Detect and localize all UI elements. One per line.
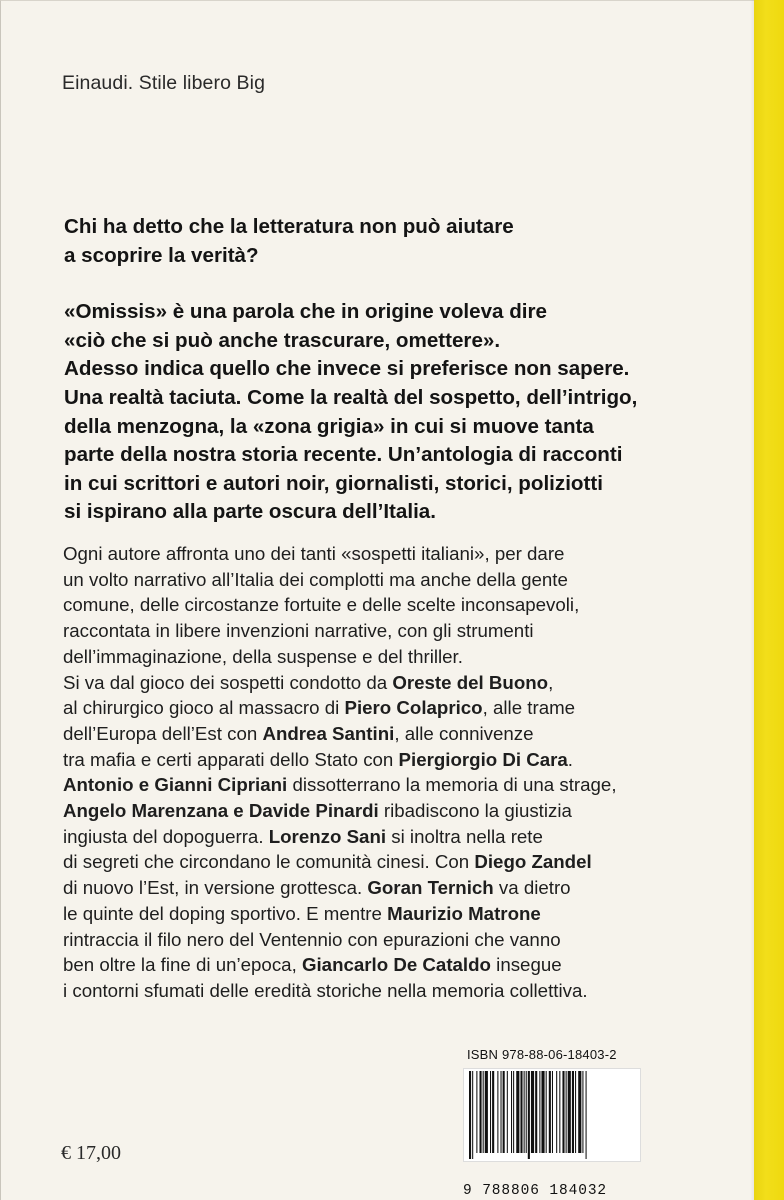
body-text-segment: raccontata in libere invenzioni narrative, con gli strumenti [63,620,534,642]
barcode-bar [526,1071,527,1153]
body-text-segment: . [567,748,573,770]
author-name: Diego Zandel [474,851,592,873]
body-text-segment: rintraccia il filo nero del Ventennio con epurazioni che vanno [63,928,561,950]
body-text-segment: i contorni sfumati delle eredità storiche nella memoria collettiva. [63,979,588,1001]
barcode [463,1068,641,1162]
body-line [63,541,723,567]
barcode-bar [501,1071,502,1153]
blurb-line: parte della nostra storia recente. Un’antologia di racconti [64,443,623,467]
body-text-segment: si inoltra nella rete [386,825,543,847]
barcode-bar [546,1071,547,1153]
author-name: Piero Colaprico [344,697,483,719]
body-line [63,592,723,618]
barcode-bar [556,1071,557,1153]
blurb [64,213,684,527]
body-line [63,644,723,670]
barcode-bar [485,1071,488,1153]
body-text-segment: , alle trame [482,697,576,719]
author-name: Andrea Santini [262,722,395,744]
body-line [63,618,723,644]
isbn-barcode-block [463,1047,643,1199]
body-text-segment: di segreti che circondano le comunità cinesi. Con [63,851,475,873]
barcode-bar [516,1071,519,1153]
body-text-segment: ingiusta del dopoguerra. [63,825,269,847]
barcode-bar [586,1071,587,1159]
barcode-bar [582,1071,583,1153]
barcode-bar [492,1071,494,1153]
body-text-segment: dissotterrano la memoria di una strage, [287,774,617,796]
barcode-bar [535,1071,537,1153]
barcode-bar [539,1071,540,1153]
barcode-bar [513,1071,514,1153]
body-line [63,695,723,721]
body-text-segment: dell’immaginazione, della suspense e del thriller. [63,645,463,667]
body-text-segment: ben oltre la fine di un’epoca, [63,954,302,976]
barcode-bar [483,1071,484,1153]
barcode-bar [503,1071,505,1153]
blurb-line: a scoprire la verità? [64,243,259,267]
blurb-line: Una realtà taciuta. Come la realtà del sospetto, dell’intrigo, [64,385,638,409]
author-name: Maurizio Matrone [387,902,541,924]
barcode-bar [578,1071,581,1153]
blurb-line: Adesso indica quello che invece si preferisce non sapere. [64,357,630,381]
body-line [63,952,723,978]
barcode-bar [575,1071,576,1153]
blurb-line: della menzogna, la «zona grigia» in cui si muove tanta [64,414,594,438]
body-text-segment: le quinte del doping sportivo. E mentre [63,902,388,924]
author-name: Lorenzo Sani [268,825,387,847]
barcode-bar [552,1071,553,1153]
author-name: Goran Ternich [367,877,494,899]
body-text-segment: comune, delle circostanze fortuite e delle scelte inconsapevoli, [63,594,580,616]
body-text-segment: di nuovo l’Est, in versione grottesca. [63,877,368,899]
barcode-bar [541,1071,544,1153]
barcode-bar [472,1071,473,1159]
barcode-bar [480,1071,482,1153]
body-text-segment: un volto narrativo all’Italia dei complotti ma anche della gente [63,568,568,590]
isbn-label: ISBN 978-88-06-18403-2 [467,1047,617,1062]
body-text-segment: Si va dal gioco dei sospetti condotto da [63,671,393,693]
body-text-segment: al chirurgico gioco al massacro di [63,697,345,719]
body-line [63,875,723,901]
barcode-bar [559,1071,560,1153]
body-text-segment: Ogni autore affronta uno dei tanti «sospetti italiani», per dare [63,543,565,564]
blurb-line: «ciò che si può anche trascurare, omettere». [64,328,501,352]
blurb-paragraph-1 [64,213,684,270]
barcode-bar [476,1071,477,1153]
body-line [63,901,723,927]
series-name: Einaudi. Stile libero Big [62,72,266,94]
author-name: Piergiorgio Di Cara [398,748,568,770]
body-text-segment: ribadiscono la giustizia [378,800,572,822]
yellow-spine [754,0,784,1200]
body-text-segment: tra mafia e certi apparati dello Stato con [63,748,399,770]
barcode-bar [524,1071,525,1153]
body-text-segment: dell’Europa dell’Est con [63,722,263,744]
author-name: Angelo Marenzana e Davide Pinardi [63,800,379,822]
blurb-line: «Omissis» è una parola che in origine voleva dire [64,300,547,324]
barcode-bar [568,1071,571,1153]
barcode-bar [511,1071,512,1153]
blurb-line: si ispirano alla parte oscura dell’Italia. [64,500,436,524]
barcode-bar [572,1071,574,1153]
barcode-bar [549,1071,551,1153]
barcode-bar [490,1071,491,1153]
barcode-bar [562,1071,564,1153]
description-body [63,541,723,1004]
body-line [63,798,723,824]
body-line [63,927,723,953]
body-line [63,824,723,850]
barcode-bar [520,1071,522,1153]
price: € 17,00 [61,1142,121,1164]
body-line [63,747,723,773]
barcode-bar [497,1071,498,1153]
author-name: Giancarlo De Cataldo [301,954,491,976]
body-line [63,670,723,696]
body-text-segment: va dietro [493,877,571,899]
barcode-bar [507,1071,508,1153]
blurb-line: in cui scrittori e autori noir, giornalisti, storici, poliziotti [64,471,603,495]
author-name: Oreste del Buono [392,671,549,693]
isbn-digits: 9 788806 184032 [463,1183,608,1199]
author-name: Antonio e Gianni Cipriani [63,774,288,796]
body-text-segment: insegue [490,954,562,976]
body-line [63,567,723,593]
barcode-bars [466,1071,638,1159]
body-line [63,772,723,798]
blurb-line: Chi ha detto che la letteratura non può aiutare [64,215,514,238]
blurb-paragraph-2 [64,298,684,527]
body-line [63,721,723,747]
body-line [63,849,723,875]
barcode-bar [469,1071,471,1159]
barcode-bar [528,1071,530,1159]
body-line [63,978,723,1004]
barcode-bar [531,1071,534,1153]
body-text-segment: , alle connivenze [394,722,534,744]
body-text-segment: , [548,671,554,693]
barcode-bar [566,1071,567,1153]
